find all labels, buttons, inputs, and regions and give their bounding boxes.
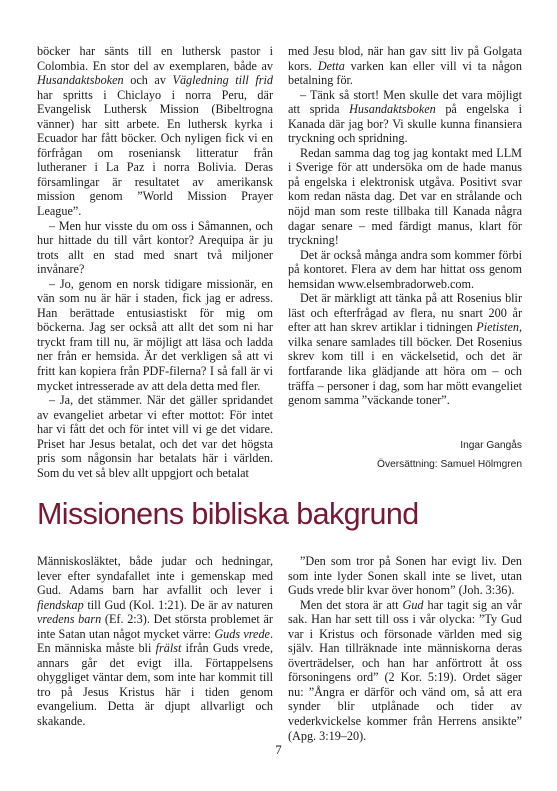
author-signature: Ingar Gangås (460, 440, 522, 451)
emphasis-italic: Gud (402, 597, 424, 612)
article-column-bottom-left (37, 554, 273, 729)
book-title-italic: Vägledning till frid (172, 73, 273, 88)
newspaper-title-italic: Pietisten (476, 320, 519, 335)
text-run: varken kan eller vill vi ta någon betalning för. (288, 58, 522, 88)
paragraph (37, 554, 273, 729)
text-run: – Tänk så stort! Men skulle det vara möjligt att sprida (288, 87, 522, 117)
paragraph: Det är också många andra som kommer förbi på kontoret. Flera av dem har hittat oss genom hemsidan www.elsembradorweb.com. (288, 247, 522, 291)
paragraph (288, 88, 522, 146)
text-run: (Ef. 2:3). Det största problemet är inte Satan utan något mycket värre: (37, 612, 273, 641)
paragraph: – Jo, genom en norsk tidigare missionär, en vän som nu är här i staden, fick jag er adress. Han berättade entusiastiskt för mig om böckerna. Jag ser också att allt det som ni har tryckt fram till nu, är möjligt att läsa och ladda ner från er hemsida. Är det verkligen så att vi fritt kan kopiera från PDF-filerna? I så fall är vi mycket intresserade av att dela detta med fler. (37, 276, 273, 393)
paragraph (288, 598, 522, 743)
translator-credit: Översättning: Samuel Hölmgren (377, 459, 522, 470)
paragraph (37, 44, 273, 219)
emphasis-italic: frälst (155, 641, 182, 656)
text-run: har tagit sig an vår sak. Han har sett till oss i vår olycka: ”Ty Gud var i Kristus och försonade världen med sig själv. Han tillräknade inte människorna deras överträdelser, och han har anförtrott åt oss försoningens ord” (2 Kor. 5:19). Ordet säger nu: ”Ångra er därför och vänd om, så att era synder blir utplånade och tider av vederkvickelse kommer från Herrens ansikte” (Apg. 3:19–20). (288, 597, 522, 743)
paragraph: – Men hur visste du om oss i Såmannen, och hur hittade du till vårt kontor? Arequipa är ju trots allt en stad med snart två miljoner invånare? (37, 218, 273, 277)
section-heading: Missionens bibliska bakgrund (37, 497, 419, 531)
paragraph (288, 291, 522, 407)
article-column-top-left (37, 44, 273, 480)
page-number: 7 (275, 742, 282, 757)
text-run: på engelska i Kanada där jag bor? Vi skulle kunna finansiera tryckning och spridning. (288, 102, 522, 146)
text-run: Men det stora är att (300, 597, 403, 612)
text-run: böcker har sänts till en luthersk pastor i Colombia. En stor del av exemplaren, både av (37, 44, 273, 73)
text-run: till Gud (Kol. 1:21). De är av naturen (83, 597, 273, 612)
text-run: ifrån Guds vrede, annars går det evigt illa. Förtappelsens ohyggliget väntar dem, som inte har kommit till tro på Jesus Kristus här i tiden genom evangelium. Detta är djupt allvarligt och skakande. (37, 641, 273, 729)
book-title-italic: Husandaktsboken (37, 73, 124, 88)
paragraph (288, 44, 522, 88)
text-run: , vilka senare samlades till böcker. Det Rosenius skrev kom till i en väckelsetid, och det är fortfarande lika glädjande att höra om – och träffa – personer i dag, som har mött evangeliet genom samma ”väckande toner”. (288, 320, 522, 408)
paragraph: ”Den som tror på Sonen har evigt liv. Den som inte lyder Sonen skall inte se livet, utan Guds vrede blir kvar över honom” (Joh. 3:36). (288, 554, 522, 598)
article-column-top-right (288, 44, 522, 408)
text-run: Människosläktet, både judar och hedningar, lever efter syndafallet inte i gemenskap med Gud. Adams barn har avfallit och lever i (37, 554, 273, 598)
text-run: med Jesu blod, när han gav sitt liv på Golgata kors. (288, 44, 522, 73)
text-run: och av (123, 73, 173, 88)
article-column-bottom-right (288, 554, 522, 743)
emphasis-italic: fiendskap (37, 597, 84, 612)
text-run: har spritts i Chiclayo i norra Peru, där Evangelisk Luthersk Mission (Bibeltrogna vänner) har sitt arbete. En luthersk kyrka i Ecuador har fått böcker. Och nyligen fick vi en förfrågan om roseniansk litteratur från lutheraner i La Paz i norra Bolivia. Deras församlingar är resultatet av amerikansk mission genom ”World Mission Prayer League”. (37, 87, 273, 219)
book-title-italic: Husandaktsboken (349, 102, 436, 117)
emphasis-italic: Guds vrede (214, 626, 270, 641)
text-run: . En människa måste bli (37, 626, 273, 656)
paragraph: – Ja, det stämmer. När det gäller spridandet av evangeliet arbetar vi efter mottot: För intet har vi fått det och för intet vill vi ge det vidare. Priset har Jesus betalat, och det var det högsta pris som någonsin har betalats här i världen. Som du vet så blev allt uppgjort och betalat (37, 393, 273, 480)
text-run: Det är märkligt att tänka på att Rosenius blir läst och efterfrågad av flera, nu snart 200 år efter att han skrev artiklar i tidningen (288, 291, 522, 335)
paragraph: Redan samma dag tog jag kontakt med LLM i Sverige för att undersöka om de hade manus på engelska i elektronisk utgåva. Positivt svar kom redan nästa dag. Det var en strålande och nöjd man som reste tillbaka till Kanada några dagar senare – med färdigt manus, klart för tryckning! (288, 145, 522, 248)
emphasis-italic: Detta (317, 58, 345, 73)
emphasis-italic: vredens barn (37, 612, 102, 627)
